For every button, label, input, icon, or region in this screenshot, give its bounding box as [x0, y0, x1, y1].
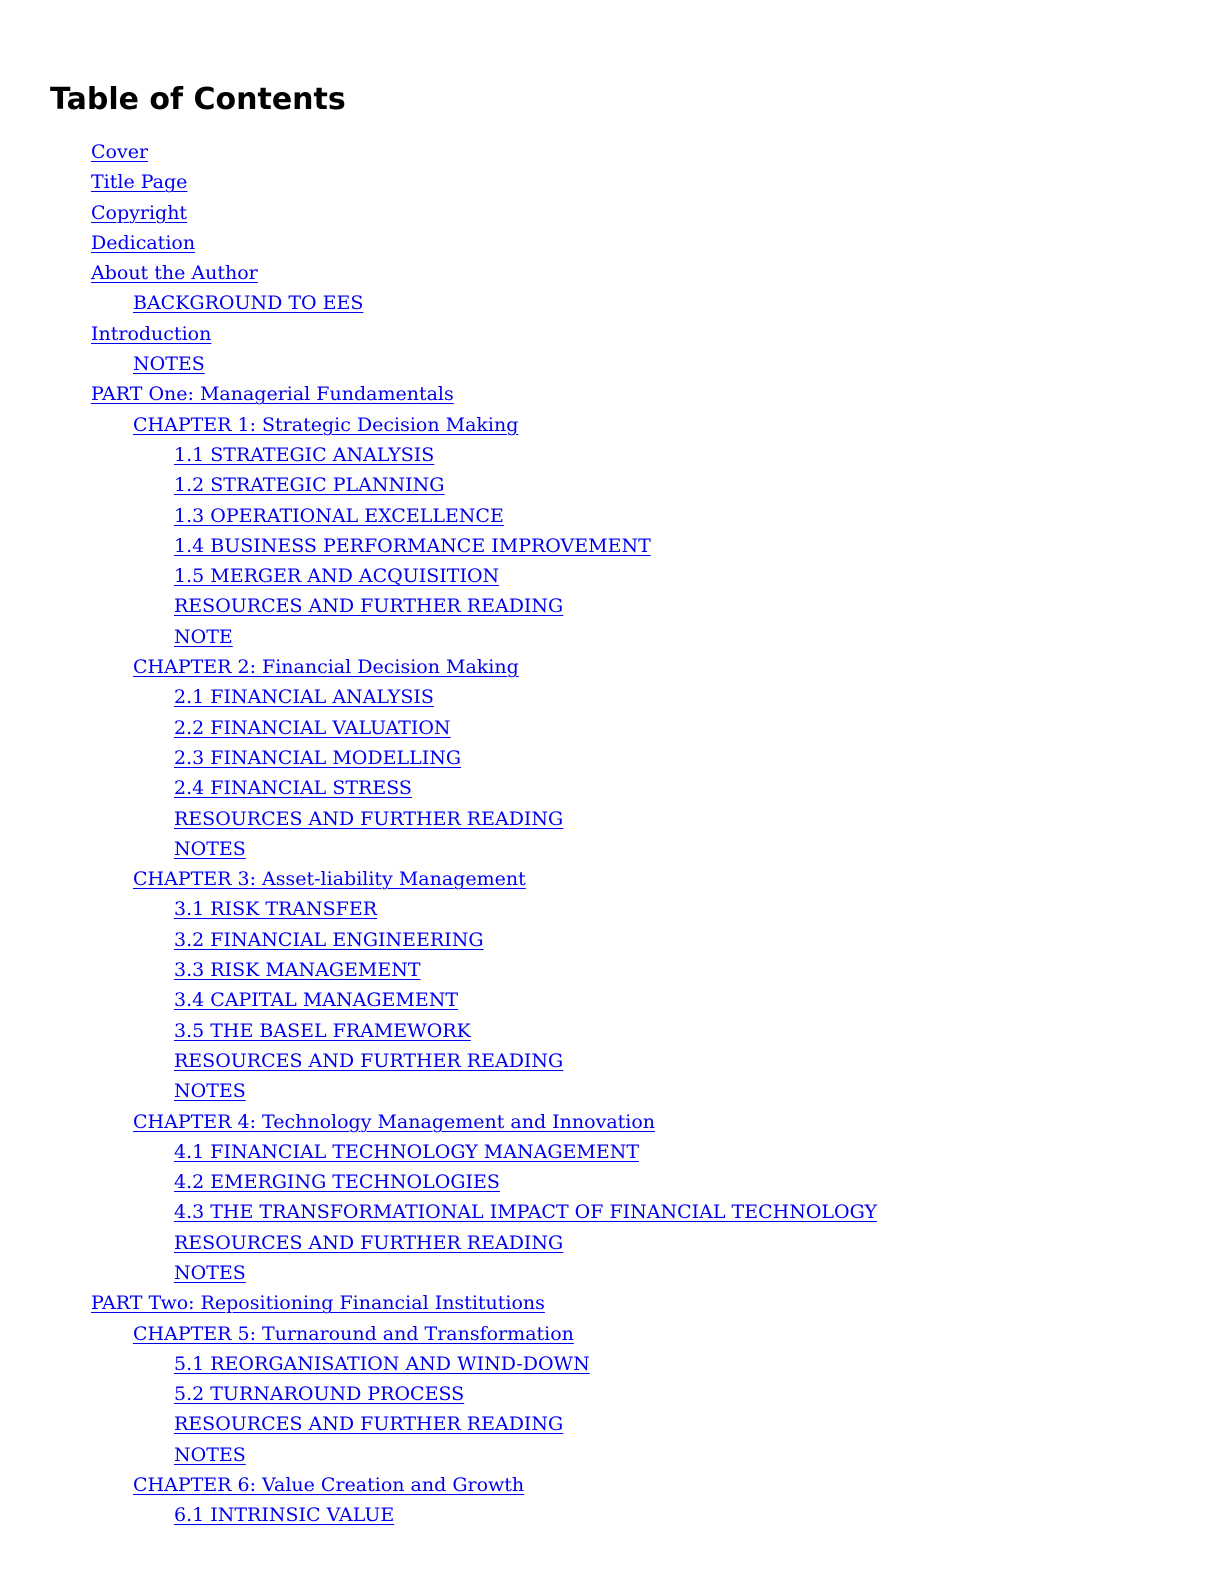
toc-link[interactable]: NOTES: [174, 1080, 246, 1103]
toc-link[interactable]: 1.4 BUSINESS PERFORMANCE IMPROVEMENT: [174, 534, 651, 557]
toc-entry: [0, 1319, 877, 1349]
toc-entry: [0, 743, 877, 773]
toc-link[interactable]: 3.2 FINANCIAL ENGINEERING: [174, 928, 484, 951]
toc-link[interactable]: 3.5 THE BASEL FRAMEWORK: [174, 1019, 471, 1042]
toc-entry: [0, 1500, 877, 1530]
toc-link[interactable]: RESOURCES AND FURTHER READING: [174, 807, 564, 830]
toc-link[interactable]: CHAPTER 5: Turnaround and Transformation: [133, 1322, 574, 1345]
toc-link[interactable]: CHAPTER 6: Value Creation and Growth: [133, 1474, 525, 1497]
toc-link[interactable]: Title Page: [91, 171, 188, 194]
toc-entry: [0, 864, 877, 894]
toc-entry: [0, 501, 877, 531]
toc-entry: [0, 652, 877, 682]
toc-entry: [0, 561, 877, 591]
toc-entry: [0, 1470, 877, 1500]
toc-link[interactable]: NOTES: [133, 353, 205, 376]
toc-entry: [0, 894, 877, 924]
toc-entry: [0, 682, 877, 712]
toc-link[interactable]: 1.1 STRATEGIC ANALYSIS: [174, 443, 435, 466]
toc-entry: [0, 1137, 877, 1167]
toc-entry: [0, 622, 877, 652]
toc-link[interactable]: RESOURCES AND FURTHER READING: [174, 1413, 564, 1436]
toc-link[interactable]: About the Author: [91, 262, 258, 285]
toc-link[interactable]: CHAPTER 2: Financial Decision Making: [133, 656, 519, 679]
toc-link[interactable]: NOTES: [174, 1443, 246, 1466]
toc-entry: [0, 288, 877, 318]
toc-entry: [0, 1409, 877, 1439]
toc-link[interactable]: 6.1 INTRINSIC VALUE: [174, 1504, 395, 1527]
toc-entry: [0, 1167, 877, 1197]
toc-entry: [0, 1288, 877, 1318]
toc-link[interactable]: 4.3 THE TRANSFORMATIONAL IMPACT OF FINANCIAL TECHNOLOGY: [174, 1201, 877, 1224]
toc-entry: [0, 167, 877, 197]
toc-link[interactable]: 2.3 FINANCIAL MODELLING: [174, 746, 462, 769]
toc-entry: [0, 319, 877, 349]
toc-entry: [0, 410, 877, 440]
toc-link[interactable]: 5.2 TURNAROUND PROCESS: [174, 1383, 465, 1406]
toc-link[interactable]: 4.2 EMERGING TECHNOLOGIES: [174, 1171, 500, 1194]
toc-entry: [0, 1107, 877, 1137]
toc-entry: [0, 1076, 877, 1106]
toc-entry: [0, 379, 877, 409]
toc-entry: [0, 955, 877, 985]
toc-link[interactable]: Introduction: [91, 322, 212, 345]
toc-link[interactable]: 1.2 STRATEGIC PLANNING: [174, 474, 445, 497]
table-of-contents: [0, 137, 877, 1531]
toc-link[interactable]: RESOURCES AND FURTHER READING: [174, 1231, 564, 1254]
toc-link[interactable]: 5.1 REORGANISATION AND WIND-DOWN: [174, 1352, 590, 1375]
toc-link[interactable]: BACKGROUND TO EES: [133, 292, 364, 315]
toc-link[interactable]: 4.1 FINANCIAL TECHNOLOGY MANAGEMENT: [174, 1140, 639, 1163]
toc-entry: [0, 773, 877, 803]
toc-link[interactable]: 2.1 FINANCIAL ANALYSIS: [174, 686, 434, 709]
toc-entry: [0, 1197, 877, 1227]
toc-link[interactable]: Dedication: [91, 231, 196, 254]
toc-link[interactable]: Cover: [91, 141, 149, 163]
toc-link[interactable]: 3.3 RISK MANAGEMENT: [174, 959, 421, 982]
toc-link[interactable]: 3.4 CAPITAL MANAGEMENT: [174, 989, 459, 1012]
toc-entry: [0, 1046, 877, 1076]
toc-entry: [0, 1440, 877, 1470]
toc-entry: [0, 1016, 877, 1046]
toc-entry: [0, 1349, 877, 1379]
toc-entry: [0, 228, 877, 258]
toc-entry: [0, 258, 877, 288]
toc-entry: [0, 470, 877, 500]
toc-link[interactable]: RESOURCES AND FURTHER READING: [174, 595, 564, 618]
toc-link[interactable]: PART Two: Repositioning Financial Institutions: [91, 1292, 545, 1315]
toc-link[interactable]: CHAPTER 3: Asset-liability Management: [133, 868, 526, 891]
toc-entry: [0, 349, 877, 379]
toc-link[interactable]: NOTES: [174, 1261, 246, 1284]
toc-entry: [0, 834, 877, 864]
toc-link[interactable]: 2.2 FINANCIAL VALUATION: [174, 716, 451, 739]
toc-link[interactable]: NOTE: [174, 625, 233, 648]
toc-entry: [0, 804, 877, 834]
toc-entry: [0, 713, 877, 743]
toc-entry: [0, 1258, 877, 1288]
toc-link[interactable]: RESOURCES AND FURTHER READING: [174, 1049, 564, 1072]
toc-entry: [0, 440, 877, 470]
toc-entry: [0, 591, 877, 621]
toc-entry: [0, 137, 877, 167]
toc-link[interactable]: 2.4 FINANCIAL STRESS: [174, 777, 412, 800]
toc-link[interactable]: 1.5 MERGER AND ACQUISITION: [174, 565, 500, 588]
toc-link[interactable]: Copyright: [91, 201, 188, 224]
toc-link[interactable]: CHAPTER 4: Technology Management and Innovation: [133, 1110, 656, 1133]
toc-entry: [0, 531, 877, 561]
page-title: Table of Contents: [50, 82, 346, 117]
toc-entry: [0, 985, 877, 1015]
toc-link[interactable]: PART One: Managerial Fundamentals: [91, 383, 454, 406]
toc-entry: [0, 198, 877, 228]
toc-link[interactable]: 1.3 OPERATIONAL EXCELLENCE: [174, 504, 504, 527]
toc-entry: [0, 925, 877, 955]
toc-entry: [0, 1379, 877, 1409]
toc-entry: [0, 1228, 877, 1258]
toc-link[interactable]: 3.1 RISK TRANSFER: [174, 898, 378, 921]
toc-link[interactable]: CHAPTER 1: Strategic Decision Making: [133, 413, 519, 436]
toc-link[interactable]: NOTES: [174, 837, 246, 860]
